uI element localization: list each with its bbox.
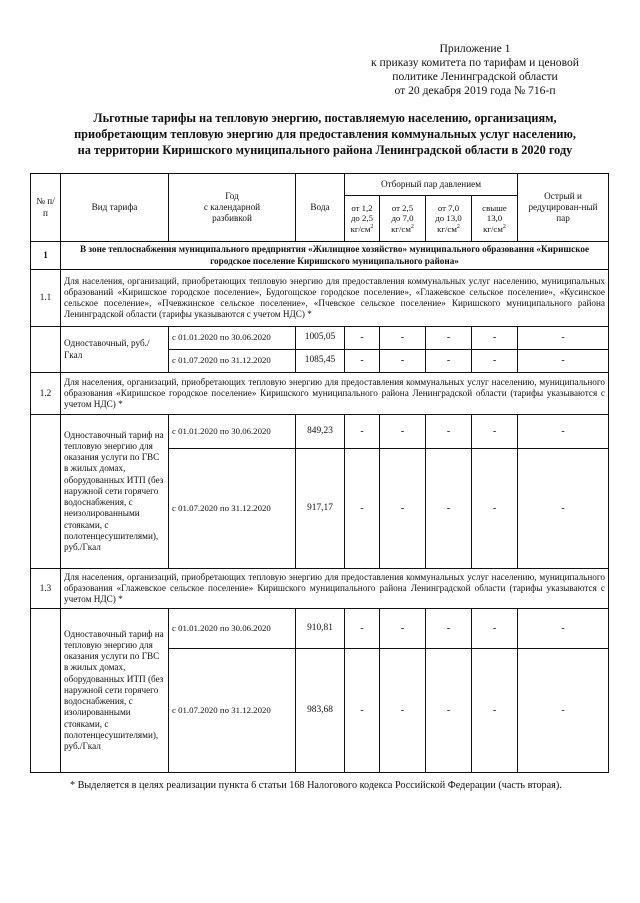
dash-cell: - (518, 609, 609, 649)
dash-cell: - (345, 327, 380, 350)
dash-cell: - (472, 415, 518, 449)
dash-cell: - (472, 649, 518, 773)
footnote: * Выделяется в целях реализации пункта 6 статьи 168 Налогового кодекса Российской Федерации (часть вторая). (70, 780, 562, 791)
period-cell: с 01.01.2020 по 30.06.2020 (169, 415, 296, 449)
water-value: 849,23 (296, 415, 345, 449)
header-pressure-4 (472, 196, 518, 242)
header-year (169, 174, 296, 242)
dash-cell: - (472, 327, 518, 350)
subsection-1-1-row (31, 270, 609, 327)
dash-cell: - (426, 649, 472, 773)
subsection-1-1-desc: Для населения, организаций, приобретающих тепловую энергию для предоставления коммунальных услуг населению, муниципальных образований «Киришское городское поселение», Будогощское городское поселение», «Глажевское сельское поселение», «Кусинское сельское поселение», «Пчевжинское сельское поселение», «Пчевское сельское поселение» Киришского муниципального района Ленинградской области (тарифы указываются с учетом НДС) * (61, 270, 609, 327)
p4-unit-sup: 2 (502, 223, 506, 230)
dash-cell: - (426, 609, 472, 649)
title-line-1: Льготные тарифы на тепловую энергию, поставляемую населению, организациям, (93, 111, 557, 125)
subsection-1-2-desc: Для населения, организаций, приобретающих тепловую энергию для предоставления коммунальных услуг населению, муниципального образования «Киришское городское поселение» Киришского муниципального района Ленинградской области (тарифы указываются с учетом НДС) * (61, 373, 609, 415)
dash-cell: - (380, 649, 426, 773)
appendix-line-2: к приказу комитета по тарифам и ценовой (371, 56, 579, 69)
appendix-line-3: политике Ленинградской области (392, 70, 558, 83)
dash-cell: - (380, 609, 426, 649)
period-cell: с 01.01.2020 по 30.06.2020 (169, 327, 296, 350)
header-year-line-3: разбивкой (212, 213, 252, 224)
subsection-1-2-row (31, 373, 609, 415)
p2-unit-text: кг/см (391, 223, 411, 234)
dash-cell: - (426, 449, 472, 569)
tariff-type-cell: Одноставочный тариф на тепловую энергию для оказания услуги по ГВС в жилых домах, оборудованных ИТП (без наружной сети горячего водоснабжения, с изолированными стояками, с полотенцесушителями), руб./Гкал (61, 609, 169, 773)
header-water: Вода (296, 174, 345, 242)
dash-cell: - (518, 449, 609, 569)
water-value: 917,17 (296, 449, 345, 569)
dash-cell: - (518, 327, 609, 350)
header-row-1 (31, 174, 609, 196)
water-value: 910,81 (296, 609, 345, 649)
dash-cell: - (345, 609, 380, 649)
dash-cell: - (345, 449, 380, 569)
appendix-line-1: Приложение 1 (439, 42, 511, 55)
dash-cell: - (472, 350, 518, 373)
empty-num-cell (31, 609, 61, 773)
p3-unit (429, 224, 468, 235)
table-row (31, 415, 609, 449)
p2-unit-sup: 2 (410, 223, 414, 230)
subsection-1-1-num: 1.1 (31, 270, 61, 327)
dash-cell: - (426, 327, 472, 350)
period-cell: с 01.07.2020 по 31.12.2020 (169, 649, 296, 773)
dash-cell: - (472, 609, 518, 649)
header-pressure-1 (345, 196, 380, 242)
table-row (31, 327, 609, 350)
section-1-num: 1 (31, 242, 61, 270)
dash-cell: - (345, 415, 380, 449)
header-pressure-3 (426, 196, 472, 242)
dash-cell: - (345, 649, 380, 773)
dash-cell: - (518, 415, 609, 449)
dash-cell: - (380, 449, 426, 569)
dash-cell: - (518, 649, 609, 773)
p4-to: 13,0 (486, 213, 503, 224)
p3-from: от 7,0 (437, 202, 460, 213)
dash-cell: - (345, 350, 380, 373)
p1-unit (348, 224, 376, 235)
dash-cell: - (518, 350, 609, 373)
period-cell: с 01.07.2020 по 31.12.2020 (169, 449, 296, 569)
p4-from: свыше (482, 202, 507, 213)
period-cell: с 01.01.2020 по 30.06.2020 (169, 609, 296, 649)
section-1-text: В зоне теплоснабжения муниципального предприятия «Жилищное хозяйство» муниципального образования «Киришское городское поселение Киришского муниципального района» (61, 242, 609, 270)
header-tariff-type: Вид тарифа (61, 174, 169, 242)
empty-num-cell (31, 415, 61, 569)
header-pressure-2 (380, 196, 426, 242)
period-cell: с 01.07.2020 по 31.12.2020 (169, 350, 296, 373)
p2-from: от 2,5 (391, 202, 414, 213)
subsection-1-3-row (31, 569, 609, 609)
header-sharp-steam: Острый и редуцирован-ный пар (518, 174, 609, 242)
table-row (31, 609, 609, 649)
p1-unit-text: кг/см (350, 223, 371, 234)
appendix-line-4: от 20 декабря 2019 года № 716-п (394, 84, 556, 97)
header-steam-group: Отборный пар давлением (345, 174, 518, 196)
dash-cell: - (426, 350, 472, 373)
tariff-type-cell: Одноставочный, руб./Гкал (61, 327, 169, 373)
p3-to: до 13,0 (435, 213, 462, 224)
tariff-table (30, 173, 609, 773)
p2-to: до 7,0 (391, 213, 414, 224)
p3-unit-text: кг/см (437, 223, 457, 234)
empty-num-cell (31, 327, 61, 373)
title-line-3: на территории Киришского муниципального района Ленинградской области в 2020 году (77, 143, 573, 157)
title-line-2: приобретающим тепловую энергию для предоставления коммунальных услуг населению, (74, 127, 576, 141)
section-1-row (31, 242, 609, 270)
water-value: 1085,45 (296, 350, 345, 373)
document-title (40, 110, 610, 158)
water-value: 1005,05 (296, 327, 345, 350)
p2-unit (383, 224, 422, 235)
appendix-header (340, 42, 610, 98)
dash-cell: - (380, 327, 426, 350)
p1-unit-sup: 2 (370, 223, 374, 230)
subsection-1-3-desc: Для населения, организаций, приобретающих тепловую энергию для предоставления коммунальных услуг населению, муниципального образования «Глажевское сельское поселение» Киришского муниципального района Ленинградской области (тарифы указываются с учетом НДС) * (61, 569, 609, 609)
water-value: 983,68 (296, 649, 345, 773)
dash-cell: - (380, 350, 426, 373)
header-num: № п/п (31, 174, 61, 242)
p1-to: до 2,5 (350, 213, 374, 224)
subsection-1-2-num: 1.2 (31, 373, 61, 415)
p3-unit-sup: 2 (456, 223, 460, 230)
header-year-line-1: Год (225, 190, 239, 201)
p4-unit-text: кг/см (483, 223, 503, 234)
subsection-1-3-num: 1.3 (31, 569, 61, 609)
dash-cell: - (380, 415, 426, 449)
tariff-type-cell: Одноставочный тариф на тепловую энергию для оказания услуги по ГВС в жилых домах, оборудованных ИТП (без наружной сети горячего водоснабжения, с неизолированными стояками, с полотенцесушителями), руб./Гкал (61, 415, 169, 569)
p4-unit (475, 224, 514, 235)
dash-cell: - (472, 449, 518, 569)
header-year-line-2: с календарной (203, 201, 261, 212)
p1-from: от 1,2 (351, 202, 373, 213)
dash-cell: - (426, 415, 472, 449)
